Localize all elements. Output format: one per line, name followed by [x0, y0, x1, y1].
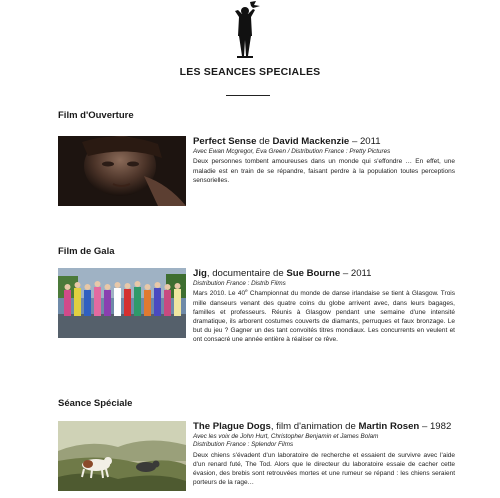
section-label-gala: Film de Gala [58, 246, 115, 257]
film-distribution: Distribution France : Splendor Films [193, 441, 294, 449]
film-still-plague-dogs [58, 421, 186, 491]
film-synopsis [193, 289, 455, 344]
film-year: – 2011 [340, 268, 372, 279]
film-title: The Plague Dogs [193, 421, 271, 432]
film-title: Jig [193, 268, 207, 279]
section-label-special: Séance Spéciale [58, 398, 133, 409]
film-still-jig [58, 268, 186, 338]
film-still-perfect-sense [58, 136, 186, 206]
film-credits: Avec les voix de John Hurt, Christopher Benjamin et James Bolam [193, 433, 379, 440]
film-credits: Avec Ewan Mcgregor, Eva Green / Distribution France : Pretty Pictures [193, 148, 391, 155]
film-entry-perfect-sense [193, 136, 455, 185]
film-director: David Mackenzie [272, 136, 350, 147]
film-title: Perfect Sense [193, 136, 257, 147]
page-title: LES SEANCES SPECIALES [179, 66, 321, 78]
film-credits: Distribution France : Distrib Films [193, 280, 286, 287]
section-label-opening: Film d'Ouverture [58, 110, 134, 121]
silhouette-with-bird-icon [226, 0, 264, 60]
film-year: – 2011 [349, 136, 381, 147]
film-synopsis: Deux personnes tombent amoureuses dans un monde qui s'effondre … En effet, une maladie est en train de se répandre, faisant perdre à la population toutes perceptions sensorielles. [193, 158, 455, 184]
film-title-connector: , film d'animation de [270, 421, 359, 432]
film-title-line [193, 268, 455, 280]
film-entry-plague-dogs [193, 421, 455, 488]
ordinal-suffix: e [245, 288, 248, 294]
film-title-connector: , documentaire de [206, 268, 287, 279]
film-year: – 1982 [419, 421, 452, 432]
film-director: Martin Rosen [358, 421, 420, 432]
film-director: Sue Bourne [286, 268, 341, 279]
film-title-line [193, 421, 455, 433]
film-title-line [193, 136, 455, 148]
film-title-connector: de [256, 136, 273, 147]
film-synopsis: Deux chiens s'évadent d'un laboratoire de recherche et essaient de survivre avec l'aide d'un renard futé, The Tod. Alors que le directeur du laboratoire essaie de cacher cette évasion, des brebis sont retrouvées mortes et une rumeur se répand : les chiens seraient porteurs de la rage… [193, 451, 455, 487]
film-entry-jig [193, 268, 455, 345]
synopsis-lead: Mars 2010. Le 40 [193, 290, 246, 298]
title-divider [226, 95, 270, 96]
synopsis-body: Championnat du monde de danse irlandaise se tient à Glasgow. Trois mille danseurs venant des quatre coins du globe arrivent avec, dans leurs bagages, familles et professeurs. Réunis à Glasgow pendant une semaine d'une intensité dramatique, ils arborent costumes couverts de diamants, perruques et faux bronzage. Le but du jeu ? Gagner un des tant convoités titres mondiaux. Les concurrents en veulent et ont consacré une année entière à réaliser ce rêve. [193, 290, 456, 344]
